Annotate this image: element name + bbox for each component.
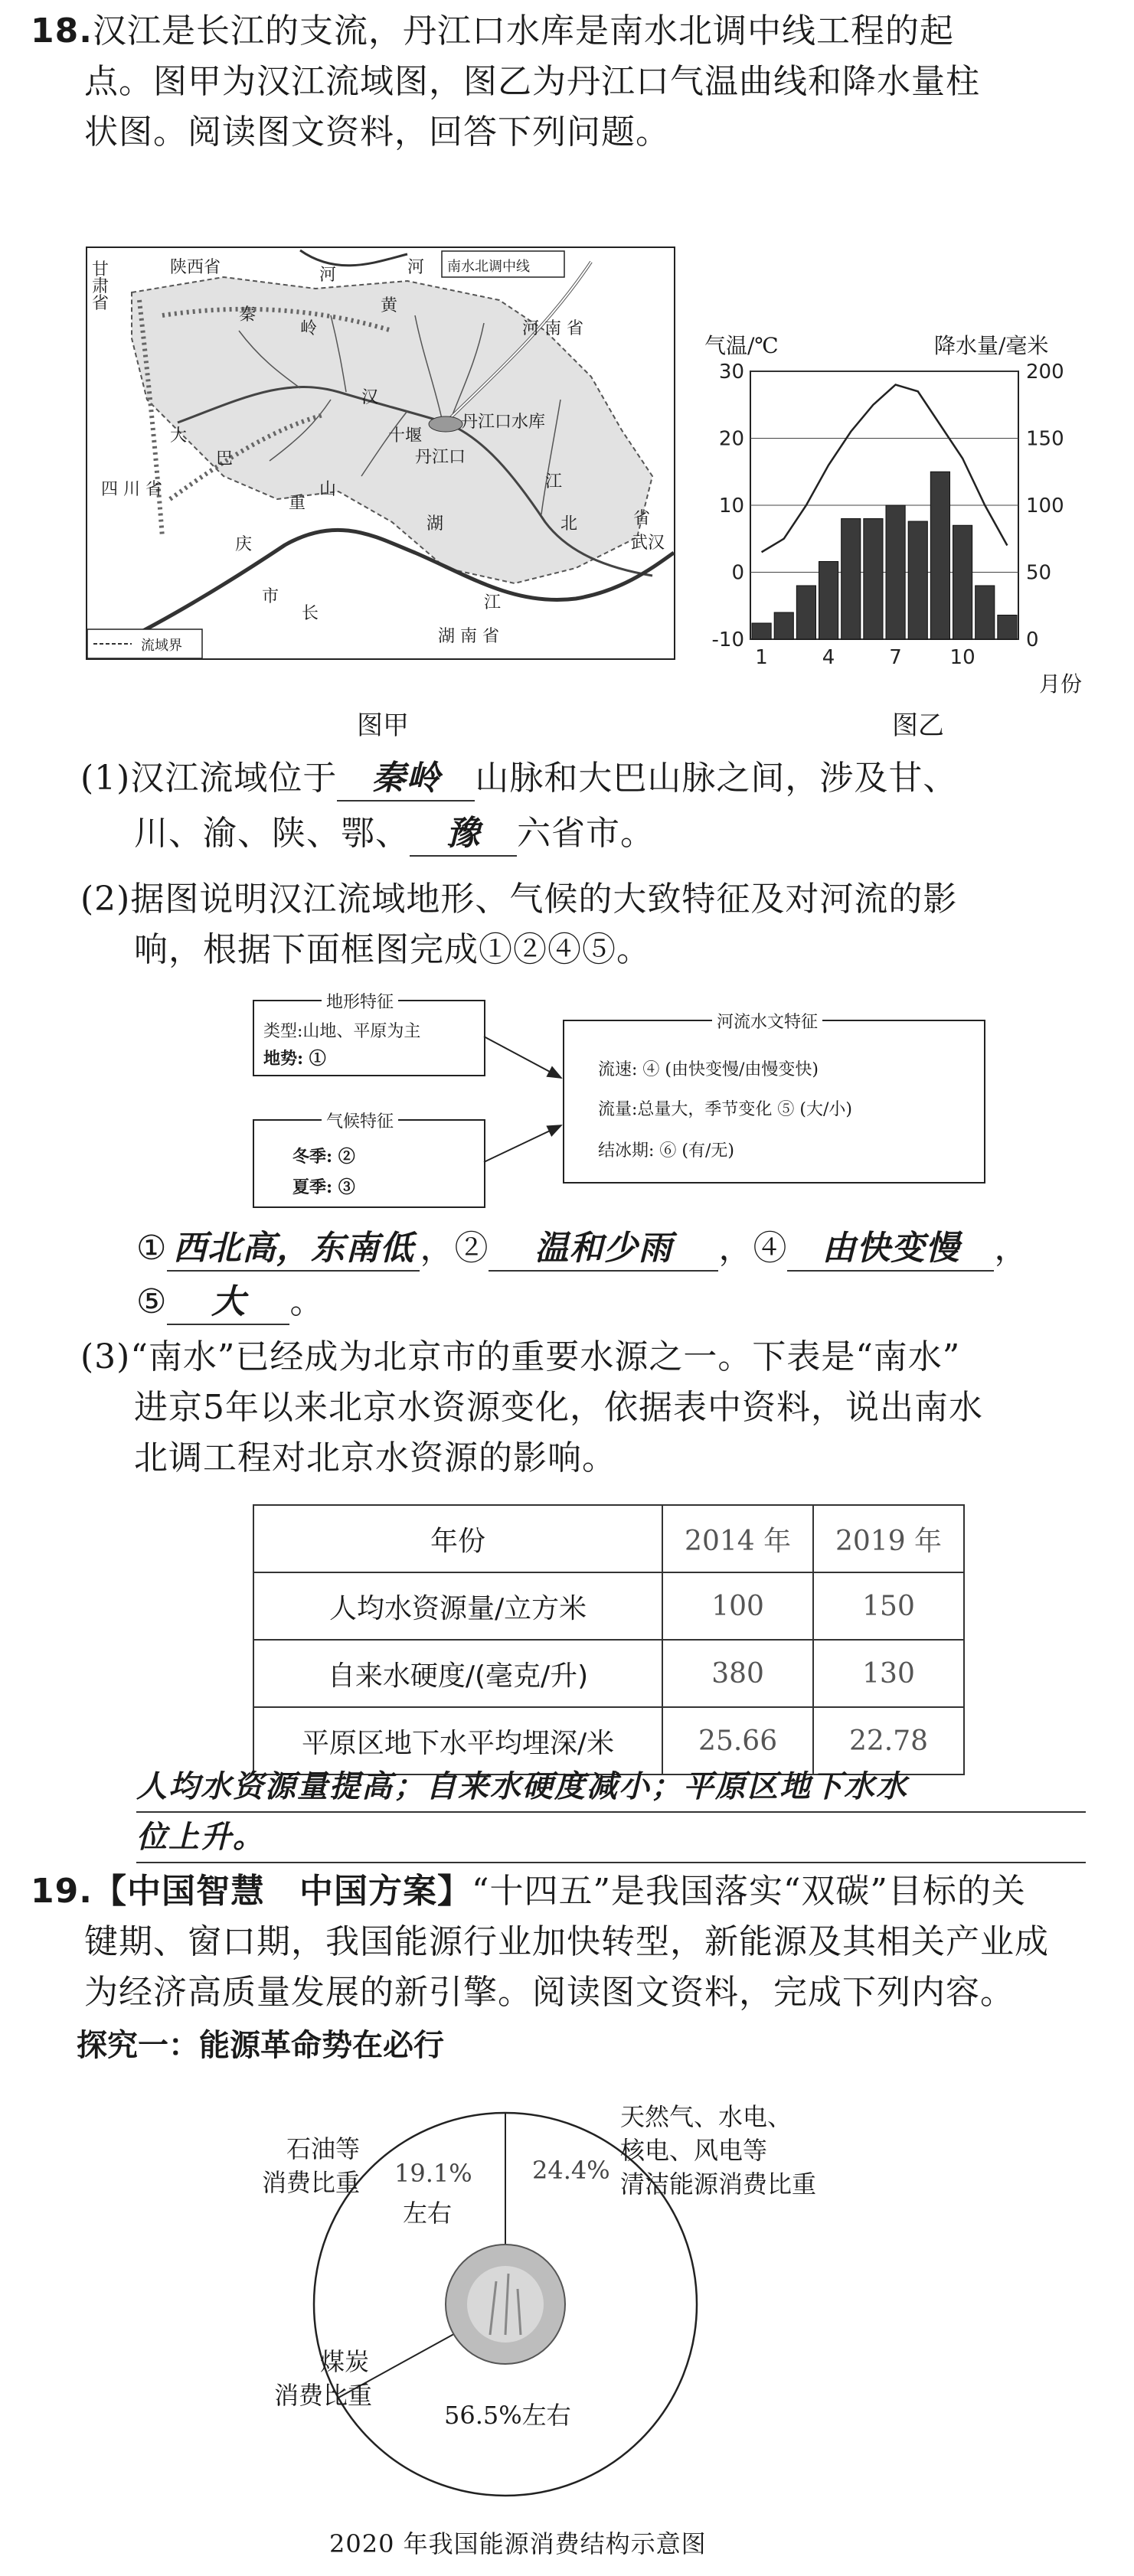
oil-label-1: 石油等 [286,2134,360,2163]
sub2-line2: 响，根据下面框图完成①②④⑤。 [134,930,651,969]
precip-bar [752,623,771,639]
ans-5: 大 [167,1281,289,1325]
q18-number: 18. [31,11,93,51]
table-cell-label: 自来水硬度/(毫克/升) [253,1640,662,1707]
precip-bar [998,615,1017,640]
clean-label-3: 清洁能源消费比重 [620,2170,817,2199]
terrain-type: 类型:山地、平原为主 [263,1022,421,1041]
river-title: 河流水文特征 [712,1009,822,1033]
table-cell-label: 平原区地下水平均埋深/米 [253,1707,662,1774]
label-shi: 市 [262,587,279,606]
precip-bar [976,586,995,639]
label-han: 汉 [361,388,379,407]
sub3-line3: 北调工程对北京水资源的影响。 [134,1438,616,1477]
climate-plot [704,360,1103,697]
label-hunan: 湖 南 省 [438,627,499,646]
summer-item: 夏季: ③ [292,1177,355,1197]
table-cell-value: 130 [813,1640,964,1707]
q18-stem [31,6,1118,158]
han-river-basin-map [86,246,675,660]
precip-bar [819,562,838,640]
label-ba: 巴 [216,449,234,469]
sub2-line1: (2)据图说明汉江流域地形、气候的大致特征及对河流的影 [80,880,958,919]
sub1-answer-qinling: 秦岭 [337,757,475,802]
precip-bar [774,612,793,639]
q19-stem-line2: 键期、窗口期，我国能源行业加快转型，新能源及其相关产业成 [84,1922,1049,1961]
ans-mark-2: ，② [420,1229,489,1268]
ans-1: 西北高，东南低 [167,1227,420,1272]
sub2-answers [136,1223,1124,1327]
precip-bar [886,505,905,639]
sub3-line1: (3)“南水”已经成为北京市的重要水源之一。下表是“南水” [80,1337,961,1376]
label-qin: 秦 [239,305,257,325]
ans-end: 。 [289,1282,325,1321]
sub1-mid: 山脉和大巴山脉之间，涉及甘、 [475,759,958,798]
ans-4: 由快变慢 [787,1227,994,1272]
label-he2: 河 [407,258,425,277]
table-cell-value: 25.66 [662,1707,813,1774]
clean-value: 24.4% [532,2156,610,2185]
y-right-tick-label: 0 [1026,628,1039,651]
table-header-2019: 2019 年 [813,1505,964,1572]
climate-title: 气候特征 [322,1108,398,1132]
sub1-line2-prefix: 川、渝、陕、鄂、 [134,814,410,853]
label-hu: 湖 [426,514,444,534]
ans-mark-5: ⑤ [136,1282,168,1321]
label-ling: 岭 [300,319,318,338]
label-danjiangkou: 丹江口 [415,448,466,467]
pie-caption: 2020 年我国能源消费结构示意图 [329,2529,707,2558]
q18-stem-line3: 状图。阅读图文资料，回答下列问题。 [84,113,670,152]
label-da: 大 [170,426,188,446]
terrain-trend: 地势: ① [263,1049,326,1069]
river-speed: 流速: ④ (由快变慢/由慢变快) [598,1060,819,1079]
water-resource-table [253,1504,965,1775]
climate-caption: 图乙 [892,710,944,741]
precip-bar [930,472,949,639]
y-right-tick-label: 50 [1026,561,1052,585]
label-shan: 山 [319,480,337,499]
y-right-tick-label: 100 [1026,495,1064,517]
sub3-answer-line2: 位上升。 [136,1813,1086,1863]
q18-sub1 [80,753,1122,859]
label-jiang: 江 [484,593,502,612]
x-tick-label: 7 [889,646,902,669]
table-header-2014: 2014 年 [662,1505,813,1572]
coal-value: 56.5%左右 [444,2401,571,2430]
y-left-tick-label: 0 [731,561,744,585]
month-unit-label: 月份 [1039,671,1083,697]
x-tick-label: 1 [755,646,768,669]
precip-bar [842,519,861,640]
label-danjiangkou-reservoir: 丹江口水库 [461,413,546,432]
table-row [253,1640,964,1707]
table-cell-value: 380 [662,1640,813,1707]
label-chong: 重 [289,494,306,513]
y-left-tick-label: 30 [718,361,744,384]
sub1-answer-yu: 豫 [410,812,517,857]
q19-stem-line3: 为经济高质量发展的新引擎。阅读图文资料，完成下列内容。 [84,1973,1015,2012]
clean-label-2: 核电、风电等 [620,2136,768,2165]
table-cell-value: 22.78 [813,1707,964,1774]
river-flow: 流量:总量大，季节变化 ⑤ (大/小) [598,1100,852,1119]
explore-title: 探究一：能源革命势在必行 [77,2028,444,2063]
table-cell-value: 150 [813,1572,964,1640]
y-right-tick-label: 200 [1026,361,1064,384]
precip-axis-label: 降水量/毫米 [934,333,1049,358]
precip-bar [864,519,883,640]
coal-label-2: 消费比重 [274,2381,373,2410]
river-ice: 结冰期: ⑥ (有/无) [598,1141,734,1161]
table-header-row [253,1505,964,1572]
y-left-tick-label: -10 [711,628,744,651]
q19-stem [31,1866,1118,2018]
y-right-tick-label: 150 [1026,427,1064,451]
map-caption: 图甲 [357,710,409,741]
climate-chart [704,329,1103,697]
oil-value: 19.1% [394,2159,472,2188]
sub3-answer-line1: 人均水资源量提高；自来水硬度减小；平原区地下水水 [136,1762,1086,1813]
q18-stem-line1: 汉江是长江的支流，丹江口水库是南水北调中线工程的起 [92,11,954,51]
y-left-tick-label: 10 [718,495,744,517]
label-sichuan: 四 川 省 [101,480,162,499]
label-gansu: 甘肃省 [92,260,109,313]
y-left-tick-label: 20 [718,427,744,451]
winter-item: 冬季: ② [292,1147,355,1167]
clean-label-1: 天然气、水电、 [620,2102,792,2131]
q18-stem-line2: 点。图甲为汉江流域图，图乙为丹江口气温曲线和降水量柱 [84,62,980,101]
label-shiyan: 十堰 [388,426,423,446]
label-henan-sheng: 河 南 省 [522,319,583,338]
q18-sub3 [80,1332,1122,1484]
q19-stem-line1: “十四五”是我国落实“双碳”目标的关 [471,1872,1026,1911]
x-tick-label: 10 [949,646,976,669]
table-row [253,1572,964,1640]
label-sheng: 省 [633,509,651,528]
sub1-suffix: 六省市。 [517,814,655,853]
hydrology-diagram [253,988,988,1217]
legend-boundary: 流域界 [141,638,182,654]
q19-tag: 【中国智慧 中国方案】 [92,1872,472,1911]
sub3-answer [136,1762,1086,1863]
x-tick-label: 4 [822,646,835,669]
label-wuhan: 武汉 [631,534,665,553]
oil-label-2: 消费比重 [262,2168,361,2197]
energy-pie-diagram [253,2082,942,2511]
terrain-title: 地形特征 [322,989,398,1013]
table-header-year: 年份 [253,1505,662,1572]
temp-axis-label: 气温/℃ [704,333,779,358]
q18-sub2 [80,874,1122,975]
precip-bar [796,586,815,639]
q19-number: 19. [31,1872,93,1911]
label-jiang-han: 江 [545,472,563,491]
table-cell-label: 人均水资源量/立方米 [253,1572,662,1640]
oil-approx: 左右 [403,2199,453,2228]
label-he1: 河 [319,266,337,285]
diagram-arrows [253,988,988,1217]
precip-bar [953,525,972,639]
label-qing: 庆 [235,535,253,554]
sub1-prefix: (1)汉江流域位于 [80,759,338,798]
ans-mark-1: ① [136,1229,168,1268]
ans-2: 温和少雨 [489,1227,718,1272]
label-shaanxi: 陕西省 [170,258,221,277]
legend-nsbd: 南水北调中线 [447,259,530,275]
ans-mark-4: ，④ [718,1229,788,1268]
label-huanghe: 黄 [381,296,398,315]
sub3-line2: 进京5年以来北京水资源变化，依据表中资料，说出南水 [134,1388,983,1427]
coal-label-1: 煤炭 [319,2347,369,2376]
label-bei: 北 [560,514,578,534]
precip-bar [908,521,927,639]
ans-comma: ， [994,1229,1029,1268]
label-chang: 长 [302,604,319,623]
table-cell-value: 100 [662,1572,813,1640]
